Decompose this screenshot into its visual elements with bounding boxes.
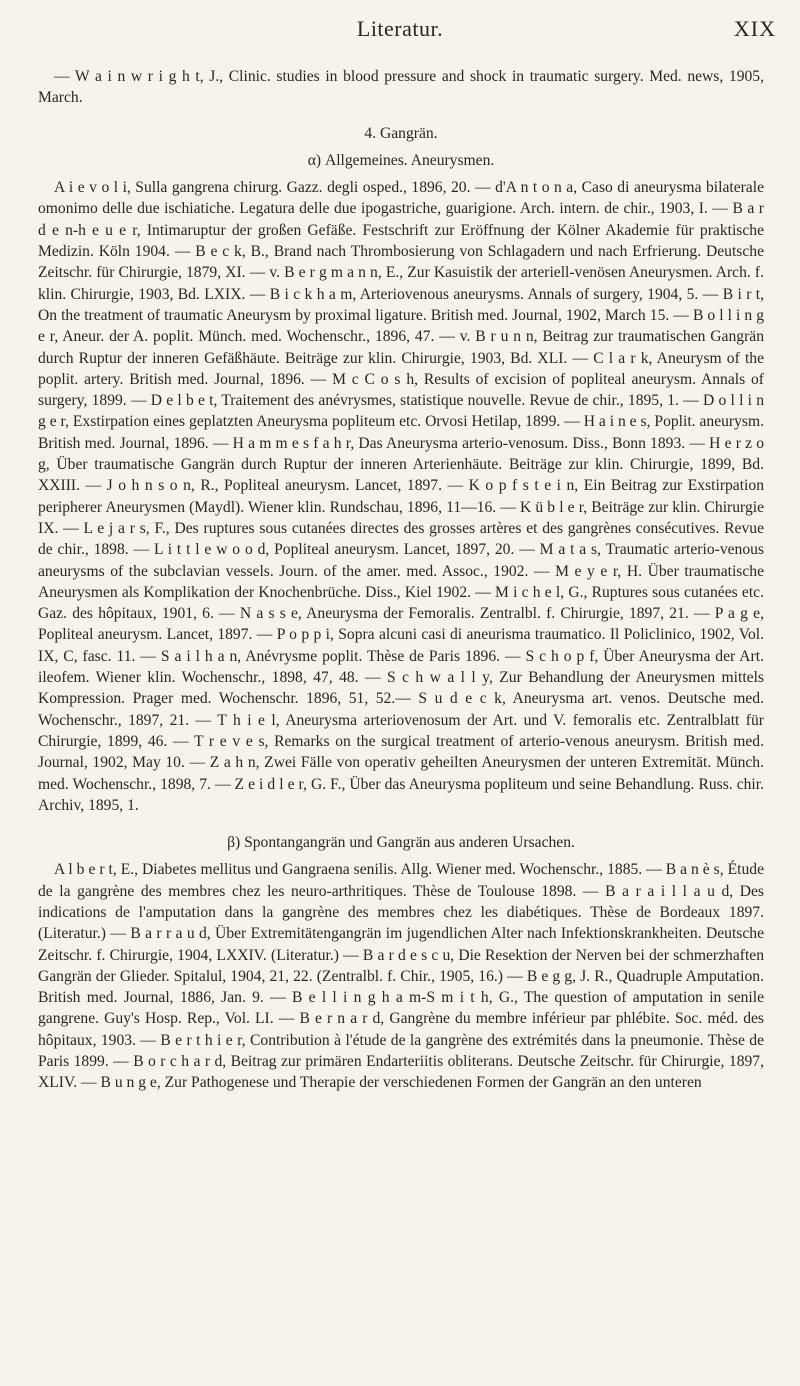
subsection-b-title: β) Spontangangrän und Gangrän aus anderen Ursachen. bbox=[227, 834, 575, 852]
subsection-a-title: α) Allgemeines. Aneurysmen. bbox=[307, 151, 495, 169]
page-header bbox=[0, 16, 800, 46]
bibliography-paragraph-a: A i e v o l i, Sulla gangrena chirurg. Gazz. degli osped., 1896, 20. — d'A n t o n a, Caso di aneurysma bilaterale omonimo delle due ischiatiche. Legatura delle due ipogastriche, guarigione. Arch. intern. de chir., 1903, I. — B a r d e n-h e u e r, Intimaruptur der großen Gefäße. Festschrift zur Eröffnung der Kölner Akademie für praktische Medizin. Köln 1904. — B e c k, B., Brand nach Thrombosierung von Schlagadern und nach Erfrierung. Deutsche Zeitschr. für Chirurgie, 1879, XI. — v. B e r g m a n n, E., Zur Kasuistik der arteriell-venösen Aneurysmen. Arch. f. klin. Chirurgie, 1903, Bd. LXIX. — B i c k h a m, Arteriovenous aneurysms. Annals of surgery, 1904, 5. — B i r t, On the treatment of traumatic Aneurysm by proximal ligature. British med. Journal, 1902, March 15. — B o l l i n g e r, Aneur. der A. poplit. Münch. med. Wochenschr., 1896, 47. — v. B r u n n, Beitrag zur traumatischen Gangrän durch Ruptur der inneren Gefäßhäute. Beiträge zur klin. Chirurgie, 1903, Bd. XLI. — C l a r k, Aneurysm of the poplit. artery. British med. Journal, 1896. — M c C o s h, Results of excision of popliteal aneurysm. Annals of surgery, 1899. — D e l b e t, Traitement des anévrysmes, statistique nouvelle. Revue de chir., 1895, 1. — D o l l i n g e r, Exstirpation eines geplatzten Aneurysma popliteum etc. Orvosi Hetilap, 1899. — H a i n e s, Poplit. aneurysm. British med. Journal, 1896. — H a m m e s f a h r, Das Aneurysma arterio-venosum. Diss., Bonn 1893. — H e r z o g, Über traumatische Gangrän durch Ruptur der inneren Arterienhäute. Beiträge zur klin. Chirurgie, 1899, Bd. XXIII. — J o h n s o n, R., Popliteal aneurysm. Lancet, 1897. — K o p f s t e i n, Ein Beitrag zur Exstirpation peripherer Aneurysmen (Maydl). Wiener klin. Rundschau, 1896, 11—16. — K ü b l e r, Beiträge zur klin. Chirurgie IX. — L e j a r s, F., Des ruptures sous cutanées directes des grosses artères et des gangrènes consécutives. Revue de chir., 1898. — L i t t l e w o o d, Popliteal aneurysm. Lancet, 1897, 20. — M a t a s, Traumatic arterio-venous aneurysms of the subclavian vessels. Journ. of the amer. med. Assoc., 1902. — M e y e r, H. Über traumatische Aneurysmen als Komplikation der Knochenbrüche. Diss., Kiel 1902. — M i c h e l, G., Ruptures sous cutanées etc. Gaz. des hôpitaux, 1901, 6. — N a s s e, Aneurysma der Femoralis. Zentralbl. f. Chirurgie, 1897, 21. — P a g e, Popliteal aneurysm. Lancet, 1897. — P o p p i, Sopra alcuni casi di aneurisma traumatico. Il Policlinico, 1902, Vol. IX, C, fasc. 11. — S a i l h a n, Anévrysme poplit. Thèse de Paris 1896. — S c h o p f, Über Aneurysma der Art. ileofem. Wiener klin. Wochenschr., 1898, 47, 48. — S c h w a l l y, Zur Behandlung der Aneurysmen mittels Kompression. Prager med. Wochenschr. 1896, 51, 52.— S u d e c k, Aneurysma art. venos. Deutsche med. Wochenschr., 1897, 21. — T h i e l, Aneurysma arteriovenosum der Art. und V. femoralis etc. Zentralblatt für Chirurgie, 1899, 46. — T r e v e s, Remarks on the surgical treatment of arterio-venous aneurysm. British med. Journal, 1902, May 10. — Z a h n, Zwei Fälle von operativ geheilten Aneurysmen der unteren Extremität. Münch. med. Wochenschr., 1898, 7. — Z e i d l e r, G. F., Über das Aneurysma popliteum und seine Behandlung. Russ. chir. Archiv, 1895, 1. bbox=[38, 179, 764, 814]
spacer bbox=[38, 816, 764, 828]
page-number: XIX bbox=[733, 16, 776, 41]
bibliography-body bbox=[38, 66, 764, 1094]
running-title: Literatur. bbox=[356, 16, 444, 41]
bibliography-paragraph-b: A l b e r t, E., Diabetes mellitus und Gangraena senilis. Allg. Wiener med. Wochenschr., 1885. — B a n è s, Étude de la gangrène des membres chez les neuro-arthritiques. Thèse de Toulouse 1898. — B a r a i l l a u d, Des indications de l'amputation dans la gangrène des membres chez les diabétiques. Thèse de Bordeaux 1897. (Literatur.) — B a r r a u d, Über Extremitätengangrän im jugendlichen Alter nach Infektionskrankheiten. Deutsche Zeitschr. f. Chirurgie, 1904, LXXIV. (Literatur.) — B a r d e s c u, Die Resektion der Nerven bei der schmerzhaften Gangrän der Glieder. Spitalul, 1904, 21, 22. (Zentralbl. f. Chir., 1905, 16.) — B e g g, J. R., Quadruple Amputation. British med. Journal, 1886, Jan. 9. — B e l l i n g h a m-S m i t h, G., The question of amputation in senile gangrene. Guy's Hosp. Rep., Vol. LI. — B e r n a r d, Gangrène du membre inférieur par phlébite. Soc. méd. des hôpitaux, 1903. — B e r t h i e r, Contribution à l'étude de la gangrène des extrémités dans la pneumonie. Thèse de Paris 1899. — B o r c h a r d, Beitrag zur primären Endarteriitis obliterans. Deutsche Zeitschr. für Chirurgie, 1897, XLIV. — B u n g e, Zur Pathogenese und Therapie der verschiedenen Formen der Gangrän an den unteren bbox=[38, 861, 764, 1092]
section-title: 4. Gangrän. bbox=[364, 124, 438, 142]
intro-entry: — W a i n w r i g h t, J., Clinic. studies in blood pressure and shock in traumatic surgery. Med. news, 1905, March. bbox=[38, 68, 764, 107]
